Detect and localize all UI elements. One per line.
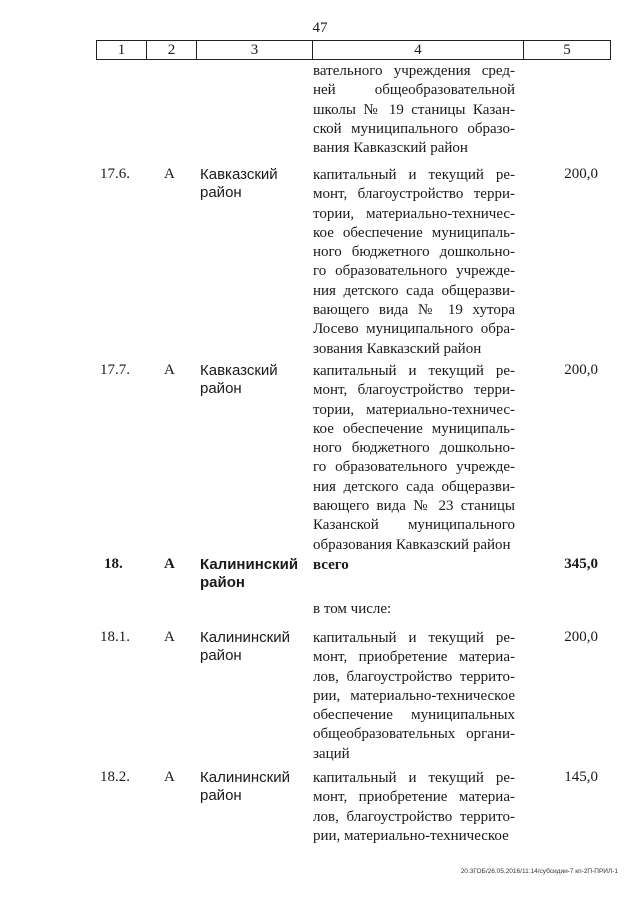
row-description — [313, 362, 515, 555]
desc-line: вающего вида № 19 хутора — [313, 302, 515, 319]
column-header-table — [96, 40, 611, 60]
desc-line: школы № 19 станицы Казан- — [313, 101, 515, 118]
desc-line: вания Кавказский район — [313, 140, 468, 157]
row-category: А — [164, 556, 175, 572]
desc-line: капитальный и текущий ре- — [313, 167, 515, 183]
desc-line: ного бюджетного дошкольно- — [313, 440, 515, 457]
row-description — [313, 629, 515, 764]
row-category: А — [164, 362, 175, 378]
desc-line: го образовательного учрежде- — [313, 459, 515, 476]
desc-line: Лосево муниципального обра- — [313, 321, 515, 338]
row-amount: 200,0 — [564, 362, 598, 378]
desc-line: ния детского сада общеразви- — [313, 282, 515, 299]
desc-line: Казанской муниципального — [313, 517, 515, 534]
row-district — [200, 556, 300, 592]
subheading: в том числе: — [313, 601, 392, 617]
desc-line: лов, благоустройство террито- — [313, 808, 515, 825]
desc-line: общеобразовательных органи- — [313, 726, 515, 743]
document-footer-code: 20.3ГОБ/26.05.2016/11:14/субсидии-7 кп-2П-ПРИЛ-1 — [460, 868, 618, 875]
column-header-1: 1 — [97, 41, 147, 60]
desc-line: монт, приобретение материа- — [313, 649, 515, 666]
district-line: район — [200, 184, 242, 201]
district-line: Кавказский — [200, 362, 278, 379]
row-category: А — [164, 166, 175, 182]
district-line: Кавказский — [200, 166, 278, 183]
desc-line: ней общеобразовательной — [313, 82, 515, 99]
desc-line: лов, благоустройство террито- — [313, 668, 515, 685]
desc-line: монт, приобретение материа- — [313, 789, 515, 806]
district-line: район — [200, 787, 242, 804]
desc-line: рии, материально-техническое — [313, 687, 515, 704]
column-header-5: 5 — [524, 41, 611, 60]
district-line: район — [200, 574, 245, 591]
row-category: А — [164, 769, 175, 785]
row-amount: 200,0 — [564, 629, 598, 645]
desc-line: кое обеспечение муниципаль- — [313, 420, 515, 437]
desc-line: капитальный и текущий ре- — [313, 770, 515, 786]
district-line: Калининский — [200, 556, 299, 573]
row-district — [200, 629, 300, 665]
row-category: А — [164, 629, 175, 645]
desc-line: вающего вида № 23 станицы — [313, 498, 515, 515]
desc-line: образования Кавказский район — [313, 536, 511, 553]
column-header-4: 4 — [313, 41, 524, 60]
desc-line: всего — [313, 557, 349, 573]
desc-line: вательного учреждения сред- — [313, 63, 515, 79]
page-number: 47 — [312, 20, 328, 36]
desc-line: обеспечение муниципальных — [313, 707, 515, 724]
row-number: 17.7. — [100, 362, 130, 378]
row-amount: 345,0 — [564, 556, 598, 572]
row-description — [313, 166, 515, 359]
desc-line: тории, материально-техничес- — [313, 401, 515, 418]
desc-line: ного бюджетного дошкольно- — [313, 244, 515, 261]
row-number: 18.1. — [100, 629, 130, 645]
row-number: 18. — [104, 556, 123, 572]
desc-line: заций — [313, 745, 350, 762]
row-description — [313, 556, 515, 575]
desc-line: капитальный и текущий ре- — [313, 363, 515, 379]
row-district — [200, 362, 300, 398]
district-line: Калининский — [200, 769, 290, 786]
desc-line: монт, благоустройство терри- — [313, 186, 515, 203]
desc-line: ния детского сада общеразви- — [313, 478, 515, 495]
district-line: Калининский — [200, 629, 290, 646]
column-header-3: 3 — [197, 41, 313, 60]
row-number: 18.2. — [100, 769, 130, 785]
desc-line: кое обеспечение муниципаль- — [313, 224, 515, 241]
row-number: 17.6. — [100, 166, 130, 182]
row-district — [200, 166, 300, 202]
row-amount: 145,0 — [564, 769, 598, 785]
desc-line: зования Кавказский район — [313, 340, 482, 357]
desc-line: ской муниципального образо- — [313, 120, 515, 137]
row-district — [200, 769, 300, 805]
desc-line: капитальный и текущий ре- — [313, 630, 515, 646]
desc-line: монт, благоустройство терри- — [313, 382, 515, 399]
district-line: район — [200, 380, 242, 397]
desc-line: го образовательного учрежде- — [313, 263, 515, 280]
row-description — [313, 769, 515, 846]
desc-line: рии, материально-техническое — [313, 827, 509, 844]
row-amount: 200,0 — [564, 166, 598, 182]
desc-line: тории, материально-техничес- — [313, 205, 515, 222]
district-line: район — [200, 647, 242, 664]
column-header-2: 2 — [147, 41, 197, 60]
continuation-description — [313, 62, 515, 158]
